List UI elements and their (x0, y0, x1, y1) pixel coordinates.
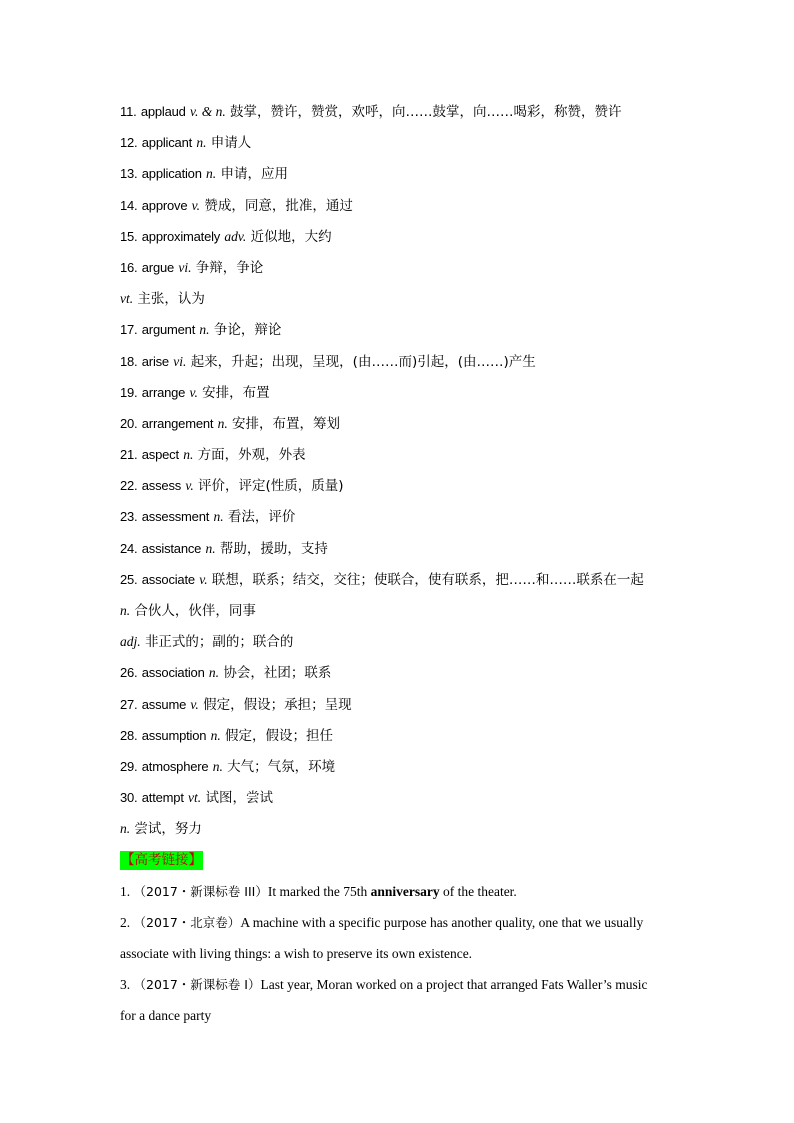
entry-meaning: 安排，布置 (202, 384, 270, 401)
entry-pos: vt. (188, 790, 202, 806)
vocab-list (120, 96, 710, 845)
entry-word: association (141, 665, 205, 681)
vocab-entry (120, 190, 710, 221)
entry-meaning: 协会，社团；联系 (223, 665, 332, 682)
entry-meaning: 假定，假设；承担；呈现 (203, 696, 352, 713)
entry-word: approve (141, 197, 188, 213)
vocab-entry (120, 689, 710, 720)
entry-number: 26. (120, 665, 138, 681)
example-line (120, 1000, 710, 1031)
entry-word: arrange (141, 384, 186, 400)
vocab-entry (120, 564, 710, 595)
entry-number: 15. (120, 228, 138, 244)
entry-meaning: 主张，认为 (137, 291, 205, 308)
entry-meaning: 近似地，大约 (250, 228, 332, 245)
example-number: 2. (120, 914, 131, 930)
entry-number: 22. (120, 478, 138, 494)
example-text-after: of the theater. (439, 883, 517, 899)
vocab-entry (120, 657, 710, 688)
vocab-entry (120, 252, 710, 283)
entry-number: 24. (120, 540, 138, 556)
entry-meaning: 争辩，争论 (195, 259, 264, 276)
entry-number: 14. (120, 197, 138, 213)
entry-number: 25. (120, 571, 138, 587)
example-list (120, 876, 710, 1032)
entry-number: 30. (120, 790, 138, 806)
vocab-entry (120, 626, 710, 657)
entry-meaning: 大气；气氛，环境 (227, 758, 336, 775)
entry-meaning: 评价，评定(性质，质量) (198, 478, 344, 495)
vocab-entry (120, 751, 710, 782)
entry-meaning: 合伙人，伙伴，同事 (134, 603, 256, 619)
entry-pos: v. & n. (189, 104, 226, 119)
vocab-entry (120, 158, 710, 189)
vocab-entry (120, 595, 710, 626)
entry-word: assume (141, 696, 187, 712)
document-body (120, 96, 710, 1032)
vocab-entry (120, 283, 710, 314)
vocab-entry (120, 221, 710, 252)
entry-pos: v. (191, 197, 201, 213)
entry-word: applicant (141, 135, 193, 151)
example-number: 1. (120, 883, 131, 899)
entry-pos: n. (120, 821, 131, 837)
example-text: It marked the 75th (267, 883, 371, 899)
vocab-entry (120, 96, 710, 127)
vocab-entry (120, 408, 710, 439)
entry-pos: n. (206, 166, 217, 182)
entry-number: 27. (120, 696, 138, 712)
entry-meaning: 假定，假设；担任 (224, 727, 333, 744)
entry-number: 17. (120, 322, 138, 338)
example-line (120, 938, 710, 969)
entry-number: 19. (120, 384, 138, 400)
entry-meaning: 争论，辩论 (213, 322, 282, 339)
entry-word: assess (141, 478, 182, 494)
vocab-entry (120, 501, 710, 532)
example-source: （2017・北京卷） (133, 914, 241, 930)
entry-meaning: 联想，联系；结交，交往；使联合，使有联系，把……和……联系在一起 (211, 571, 644, 588)
vocab-entry (120, 782, 710, 813)
entry-pos: n. (199, 322, 210, 338)
entry-word: arise (141, 353, 169, 369)
entry-word: arrangement (141, 415, 214, 431)
example-line (120, 907, 710, 938)
entry-pos: n. (212, 758, 223, 774)
entry-meaning: 方面，外观，外表 (197, 447, 306, 464)
entry-pos: n. (213, 509, 224, 525)
example-text: Last year, Moran worked on a project that arranged Fats Waller’s music (260, 977, 648, 993)
entry-word: atmosphere (141, 758, 209, 774)
entry-word: assessment (141, 509, 210, 525)
entry-pos: n. (208, 665, 220, 681)
vocab-entry (120, 127, 710, 158)
entry-pos: v. (199, 571, 208, 587)
entry-pos: v. (189, 384, 198, 400)
entry-pos: vi. (178, 259, 192, 275)
entry-word: assistance (141, 540, 202, 556)
vocab-entry (120, 439, 710, 470)
entry-word: argue (141, 259, 175, 275)
vocab-entry (120, 377, 710, 408)
entry-pos: adv. (224, 228, 247, 244)
entry-meaning: 试图，尝试 (205, 790, 273, 807)
example-text: associate with living things: a wish to preserve its own existence. (120, 946, 473, 962)
entry-meaning: 安排，布置，筹划 (232, 415, 341, 432)
vocab-entry (120, 314, 710, 345)
entry-number: 28. (120, 727, 138, 743)
section-title-row (120, 845, 710, 876)
entry-pos: n. (205, 540, 216, 556)
entry-number: 16. (120, 259, 138, 275)
entry-pos: n. (196, 135, 207, 151)
entry-number: 20. (120, 415, 138, 431)
entry-meaning: 非正式的；副的；联合的 (144, 634, 294, 651)
example-keyword: anniversary (370, 883, 440, 899)
entry-word: approximately (141, 228, 221, 244)
entry-meaning: 尝试，努力 (134, 821, 202, 838)
entry-pos: n. (120, 603, 131, 618)
example-number: 3. (120, 977, 131, 993)
entry-meaning: 申请，应用 (220, 166, 288, 183)
entry-word: assumption (141, 727, 207, 743)
entry-meaning: 申请人 (210, 135, 252, 152)
vocab-entry (120, 813, 710, 844)
entry-meaning: 帮助，援助，支持 (219, 540, 328, 557)
vocab-entry (120, 470, 710, 501)
vocab-entry (120, 720, 710, 751)
entry-pos: n. (217, 415, 228, 431)
entry-word: argument (141, 322, 196, 338)
entry-pos: vt. (120, 291, 134, 307)
entry-pos: n. (210, 727, 221, 743)
vocab-entry (120, 346, 710, 377)
entry-word: attempt (141, 790, 184, 806)
entry-number: 11. (120, 104, 137, 119)
entry-meaning: 赞成，同意，批准，通过 (204, 197, 353, 214)
entry-number: 23. (120, 509, 138, 525)
entry-number: 12. (120, 135, 138, 151)
example-line (120, 876, 710, 907)
entry-meaning: 看法，评价 (227, 509, 296, 526)
entry-word: applaud (140, 104, 186, 119)
entry-number: 18. (120, 353, 138, 369)
entry-meaning: 起来，升起；出现，呈现，(由……而)引起，(由……)产生 (190, 353, 536, 370)
vocab-entry (120, 533, 710, 564)
example-source: （2017・新课标卷 I） (133, 977, 261, 993)
entry-pos: v. (190, 696, 199, 712)
entry-number: 29. (120, 758, 138, 774)
example-text: for a dance party (120, 1008, 212, 1024)
entry-word: application (141, 166, 202, 182)
example-line (120, 969, 710, 1000)
entry-pos: vi. (173, 353, 187, 369)
entry-number: 13. (120, 166, 138, 182)
entry-word: associate (141, 571, 195, 587)
entry-word: aspect (141, 447, 179, 463)
entry-pos: adj. (120, 634, 141, 650)
entry-meaning: 鼓掌，赞许，赞赏，欢呼，向……鼓掌，向……喝彩，称赞，赞许 (230, 104, 622, 120)
section-title: 【高考链接】 (121, 851, 202, 868)
entry-pos: n. (183, 447, 194, 463)
example-text: A machine with a specific purpose has another quality, one that we usually (240, 914, 644, 930)
entry-number: 21. (120, 447, 138, 463)
entry-pos: v. (185, 478, 194, 494)
example-source: （2017・新课标卷 III） (133, 883, 268, 899)
